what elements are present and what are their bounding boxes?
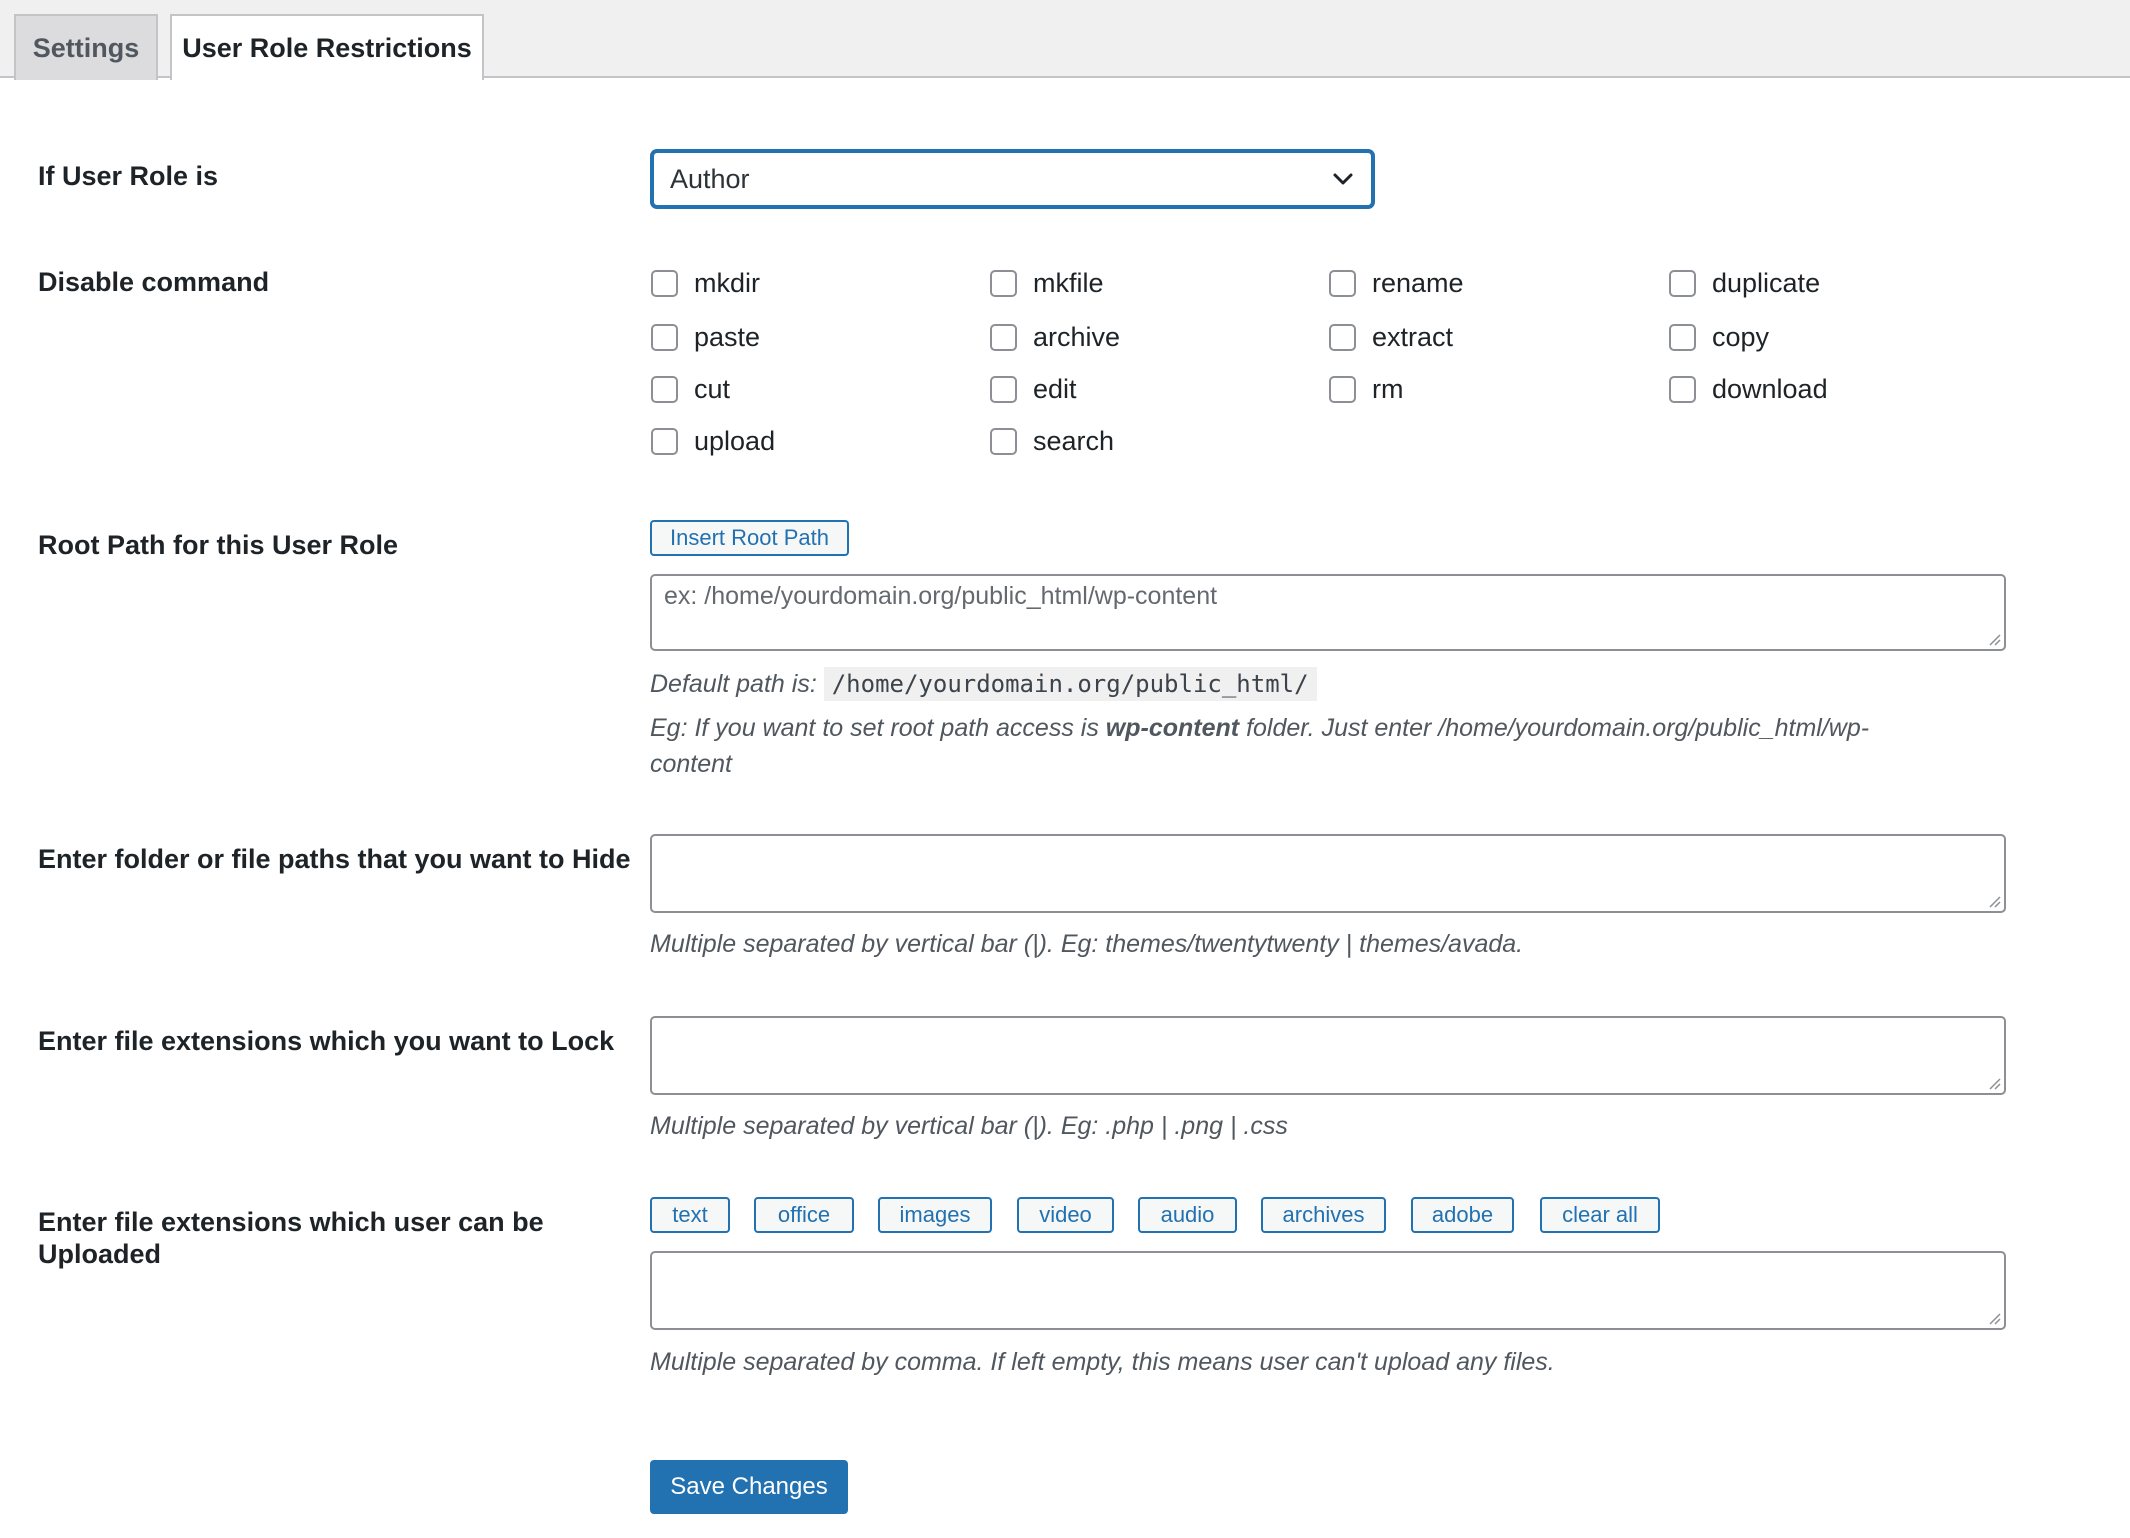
checkbox-edit[interactable] <box>990 374 1077 405</box>
upload-extensions-desc: Multiple separated by comma. If left empty, this means user can't upload any files. <box>650 1348 1555 1376</box>
resize-grip-icon[interactable] <box>1985 1074 2001 1090</box>
checkbox-label: duplicate <box>1712 268 1821 298</box>
default-path-code: /home/yourdomain.org/public_html/ <box>824 667 1317 701</box>
tab-settings[interactable]: Settings <box>14 14 158 80</box>
upload-label-line2: Uploaded <box>38 1239 162 1269</box>
checkbox-box[interactable] <box>651 376 678 403</box>
checkbox-box[interactable] <box>1669 324 1696 351</box>
checkbox-search[interactable] <box>990 426 1114 457</box>
checkbox-box[interactable] <box>651 270 678 297</box>
upload-extensions-label <box>38 1206 598 1270</box>
checkbox-cut[interactable] <box>651 374 730 405</box>
checkbox-box[interactable] <box>1329 376 1356 403</box>
checkbox-box[interactable] <box>651 324 678 351</box>
checkbox-download[interactable] <box>1669 374 1828 405</box>
checkbox-paste[interactable] <box>651 322 760 353</box>
checkbox-box[interactable] <box>1669 376 1696 403</box>
checkbox-box[interactable] <box>651 428 678 455</box>
chevron-down-icon <box>1331 167 1355 191</box>
checkbox-rename[interactable] <box>1329 268 1464 299</box>
checkbox-copy[interactable] <box>1669 322 1769 353</box>
insert-root-path-button[interactable]: Insert Root Path <box>650 520 849 556</box>
resize-grip-icon[interactable] <box>1985 892 2001 908</box>
role-select[interactable] <box>651 150 1374 208</box>
role-select-value: Author <box>670 163 750 194</box>
root-path-eg-after: folder. Just enter /home/yourdomain.org/public_html/wp- <box>1239 714 1870 742</box>
checkbox-upload[interactable] <box>651 426 775 457</box>
checkbox-box[interactable] <box>1329 270 1356 297</box>
root-path-textarea[interactable] <box>650 574 2006 651</box>
hide-paths-desc: Multiple separated by vertical bar (|). Eg: themes/twentytwenty | themes/avada. <box>650 930 1524 958</box>
checkbox-label: mkdir <box>694 268 760 298</box>
checkbox-extract[interactable] <box>1329 322 1453 353</box>
disable-command-label: Disable command <box>38 267 270 297</box>
chip-archives[interactable]: archives <box>1261 1197 1386 1233</box>
resize-grip-icon[interactable] <box>1985 1309 2001 1325</box>
checkbox-label: mkfile <box>1033 268 1104 298</box>
default-path-desc <box>650 666 1317 702</box>
hide-paths-textarea[interactable] <box>650 834 2006 913</box>
checkbox-label: cut <box>694 374 731 404</box>
checkbox-label: search <box>1033 426 1115 456</box>
checkbox-box[interactable] <box>1329 324 1356 351</box>
checkbox-label: upload <box>694 426 776 456</box>
root-path-eg <box>650 710 2030 782</box>
checkbox-rm[interactable] <box>1329 374 1403 405</box>
chip-clear-all[interactable]: clear all <box>1540 1197 1660 1233</box>
checkbox-mkfile[interactable] <box>990 268 1104 299</box>
upload-label-line1: Enter file extensions which user can be <box>38 1207 544 1237</box>
resize-grip-icon[interactable] <box>1985 630 2001 646</box>
default-path-prefix: Default path is: <box>650 670 817 698</box>
save-changes-button[interactable]: Save Changes <box>650 1460 848 1514</box>
checkbox-archive[interactable] <box>990 322 1120 353</box>
checkbox-label: rm <box>1372 374 1404 404</box>
hide-paths-label: Enter folder or file paths that you want to Hide <box>38 844 631 874</box>
checkbox-label: rename <box>1372 268 1464 298</box>
chip-adobe[interactable]: adobe <box>1411 1197 1514 1233</box>
tab-bar <box>0 0 2130 78</box>
lock-extensions-label: Enter file extensions which you want to Lock <box>38 1026 615 1056</box>
tab-user-role-restrictions[interactable]: User Role Restrictions <box>170 14 484 80</box>
checkbox-label: paste <box>694 322 761 352</box>
checkbox-mkdir[interactable] <box>651 268 760 299</box>
role-label: If User Role is <box>38 161 219 191</box>
chip-images[interactable]: images <box>878 1197 992 1233</box>
checkbox-box[interactable] <box>990 270 1017 297</box>
root-path-eg-bold: wp-content <box>1105 714 1240 742</box>
chip-office[interactable]: office <box>754 1197 854 1233</box>
lock-extensions-desc: Multiple separated by vertical bar (|). Eg: .php | .png | .css <box>650 1112 1288 1140</box>
chip-text[interactable]: text <box>650 1197 730 1233</box>
checkbox-label: edit <box>1033 374 1077 404</box>
checkbox-label: copy <box>1712 322 1770 352</box>
checkbox-label: archive <box>1033 322 1121 352</box>
root-path-label: Root Path for this User Role <box>38 530 399 560</box>
upload-extensions-textarea[interactable] <box>650 1251 2006 1330</box>
chip-audio[interactable]: audio <box>1138 1197 1237 1233</box>
checkbox-box[interactable] <box>990 376 1017 403</box>
checkbox-label: extract <box>1372 322 1454 352</box>
checkbox-duplicate[interactable] <box>1669 268 1820 299</box>
checkbox-box[interactable] <box>1669 270 1696 297</box>
root-path-placeholder: ex: /home/yourdomain.org/public_html/wp-content <box>664 582 1218 610</box>
root-path-eg-line2: content <box>650 750 733 778</box>
checkbox-label: download <box>1712 374 1828 404</box>
checkbox-box[interactable] <box>990 428 1017 455</box>
root-path-eg-before: Eg: If you want to set root path access is <box>650 714 1106 742</box>
chip-video[interactable]: video <box>1017 1197 1114 1233</box>
lock-extensions-textarea[interactable] <box>650 1016 2006 1095</box>
checkbox-box[interactable] <box>990 324 1017 351</box>
